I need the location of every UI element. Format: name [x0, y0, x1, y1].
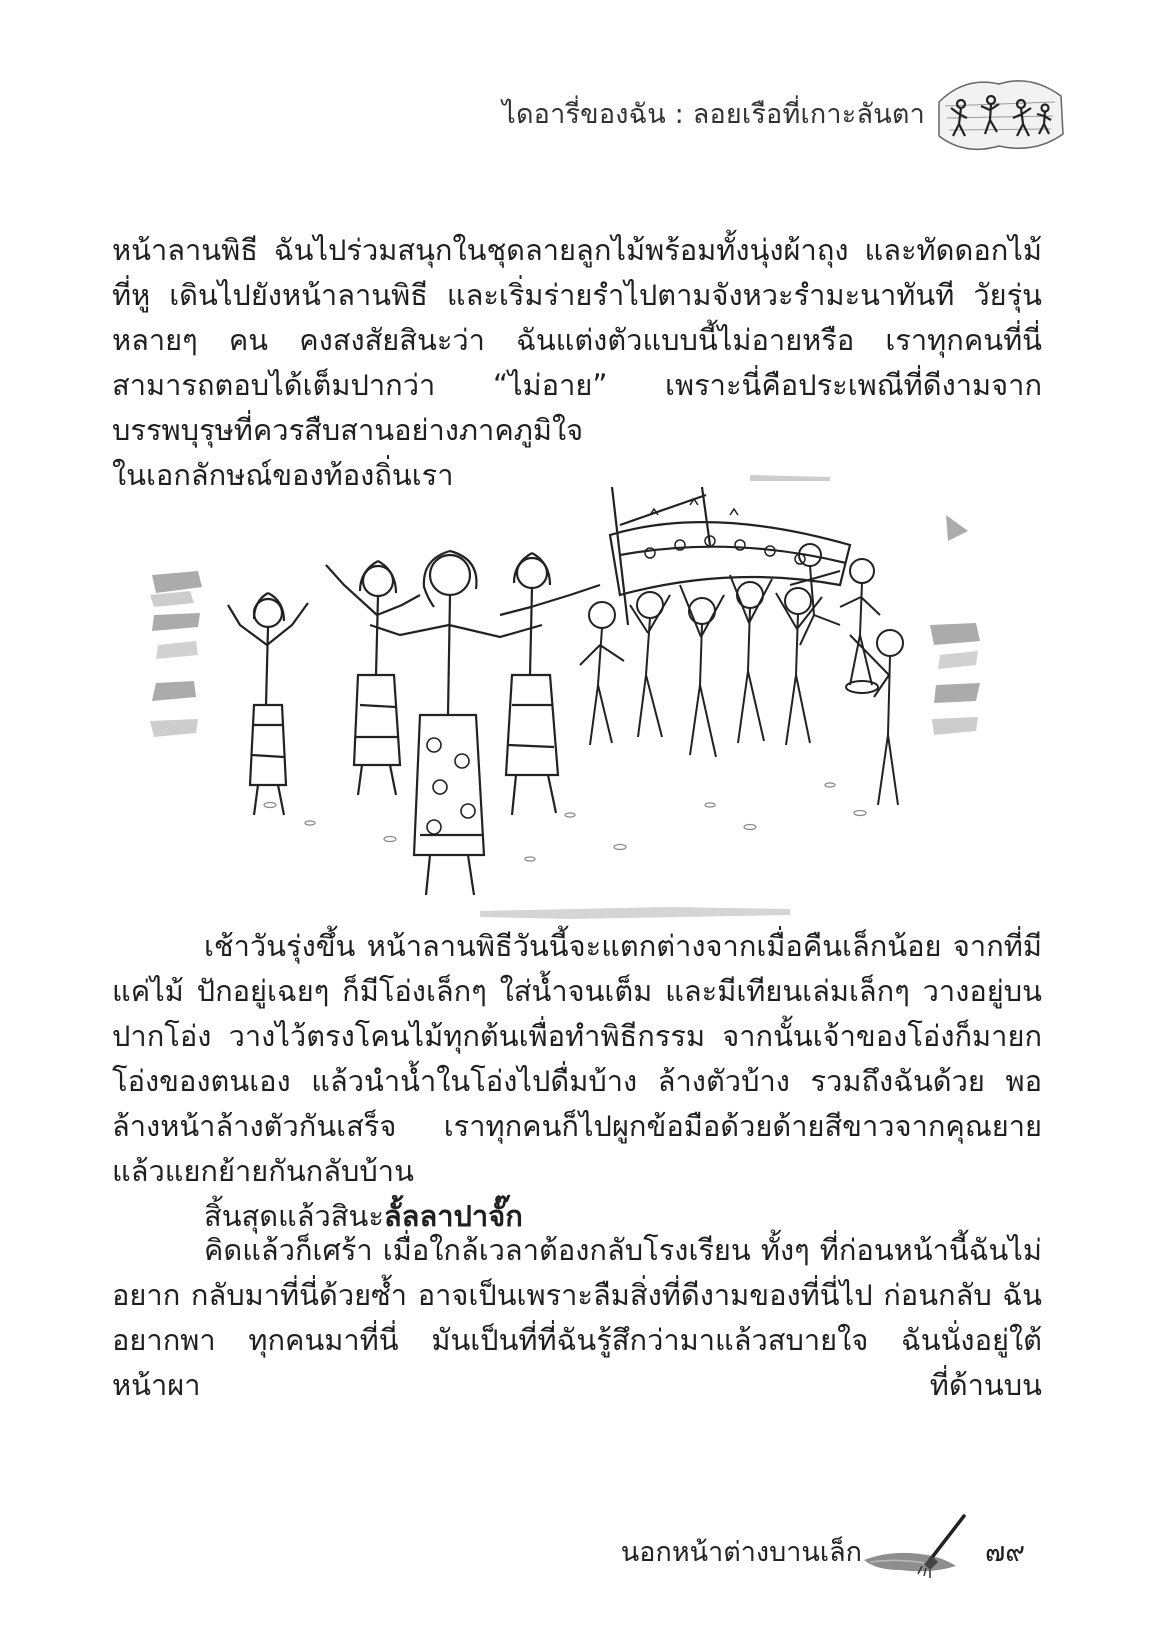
paragraph-ceremony-dance [112, 228, 1042, 498]
festival-dance-illustration [150, 475, 980, 920]
text-line: หน้าลานพิธี ฉันไปร่วมสนุกในชุดลายลูกไม้พร้อมทั้งนุ่งผ้าถุง และทัดดอกไม้ที่หู [112, 233, 1042, 312]
running-header-title: ไดอารี่ของฉัน : ลอยเรือที่เกาะลันตา [502, 99, 925, 130]
text-line: ปักอยู่เฉยๆ ก็มีโอ่งเล็กๆ ใส่น้ำจนเต็ม และมีเทียนเล่มเล็กๆ วางอยู่บนปากโอ่ง [112, 974, 1043, 1053]
text-line: ในเอกลักษณ์ของท้องถิ่นเรา [112, 458, 454, 492]
text-line: แล้วนำน้ำในโอ่งไปดื่มบ้าง ล้างตัวบ้าง รวมถึงฉันด้วย พอล้างหน้าล้างตัวกันเสร็จ [112, 1064, 1042, 1143]
text-line: กลับมาที่นี่ด้วยซ้ำ อาจเป็นเพราะลืมสิ่งที่ดีงามของที่นี่ไป ก่อนกลับ ฉันอยากพา [112, 1278, 1042, 1357]
text-line: เดินไปยังหน้าลานพิธี และเริ่มร่ายรำไปตามจังหวะรำมะนาทันที วัยรุ่นหลายๆ คน [112, 278, 1043, 357]
text-line: เราทุกคนก็ไปผูกข้อมือด้วยด้ายสีขาวจากคุณยาย แล้วแยกย้ายกันกลับบ้าน [112, 1109, 1042, 1188]
text-line: วางไว้ตรงโคนไม้ทุกต้นเพื่อทำพิธีกรรม จากนั้นเจ้าของโอ่งก็มายกโอ่งของตนเอง [112, 1019, 1042, 1098]
text-line: เช้าวันรุ่งขึ้น หน้าลานพิธีวันนี้จะแตกต่างจากเมื่อคืนเล็กน้อย จากที่มีแค่ไม้ [112, 929, 1042, 1008]
text-line: ทุกคนมาที่นี่ มันเป็นที่ที่ฉันรู้สึกว่ามาแล้วสบายใจ ฉันนั่งอยู่ใต้หน้าผา ที่ด้านบน [112, 1323, 1042, 1402]
text-plain: สิ้นสุดแล้วสินะ [204, 1199, 384, 1233]
paragraph-returning-school [112, 1228, 1042, 1408]
paintbrush-icon [860, 1510, 970, 1580]
footer-book-title: นอกหน้าต่างบานเล็ก [620, 1537, 862, 1568]
text-line: “ไม่อาย” เพราะนี่คือประเพณีที่ดีงามจากบรรพบุรุษที่ควรสืบสานอย่างภาคภูมิใจ [112, 368, 1043, 447]
page-number: ๗๙ [985, 1537, 1026, 1568]
text-line: คิดแล้วก็เศร้า เมื่อใกล้เวลาต้องกลับโรงเรียน ทั้งๆ ที่ก่อนหน้านี้ฉันไม่อยาก [112, 1233, 1042, 1312]
paragraph-morning-ritual [112, 924, 1042, 1239]
dancers-sketch-icon [935, 74, 1065, 156]
text-bold-emphasis: ลั้ลลาปาจั๊ก [383, 1199, 523, 1233]
text-line: คงสงสัยสินะว่า ฉันแต่งตัวแบบนี้ไม่อายหรือ เราทุกคนที่นี่สามารถตอบได้เต็มปากว่า [112, 323, 1043, 402]
